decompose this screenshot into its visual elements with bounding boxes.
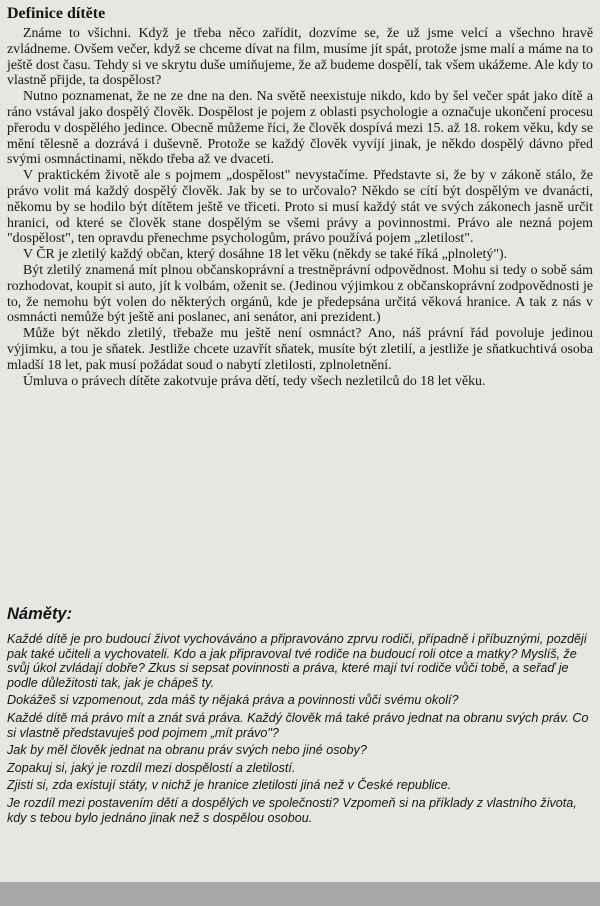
namety-item: Každé dítě je pro budoucí život vychováváno a připravováno zprvu rodiči, případně i příbuznými, později pak také učiteli a vychovateli. Kdo a jak připravoval tvé rodiče na budoucí roli otce a matky? Myslíš, že svůj úkol zvládají dobře? Zkus si sepsat povinnosti a práva, které mají tví rodiče vůči tobě, a seřaď je podle důležitosti tak, jak je chápeš ty.: [7, 632, 587, 690]
namety-section: [7, 604, 593, 828]
namety-title: Náměty:: [7, 605, 73, 623]
bottom-bar: [0, 882, 600, 906]
namety-item: Jak by měl člověk jednat na obranu práv svých nebo jiné osoby?: [7, 743, 367, 758]
namety-item: Je rozdíl mezi postavením dětí a dospělých ve společnosti? Vzpomeň si na příklady z vlastního života, kdy s tebou bylo jednáno jinak než s dospělou osobou.: [7, 795, 577, 825]
namety-item: Každé dítě má právo mít a znát svá práva. Každý člověk má také právo jednat na obranu svých práv. Co si vlastně představuješ pod pojmem „mít právo"?: [7, 710, 589, 740]
article-title: Definice dítěte: [7, 5, 106, 22]
article: [7, 4, 593, 389]
article-paragraph: Být zletilý znamená mít plnou občanskoprávní a trestněprávní odpovědnost. Mohu si tedy o sobě sám rozhodovat, koupit si auto, jít k volbám, oženit se. (Jedinou výjimkou z občanskoprávní zodpovědnosti je to, že nemohu být volen do některých orgánů, kde je předepsána určitá věková hranice. A tak z nás v osmnácti nemůže být ještě ani poslanec, ani senátor, ani prezident.): [7, 262, 593, 326]
namety-item: Dokážeš si vzpomenout, zda máš ty nějaká práva a povinnosti vůči svému okolí?: [7, 693, 459, 708]
article-paragraph: Nutno poznamenat, že ne ze dne na den. Na světě neexistuje nikdo, kdo by šel večer spát jako dítě a ráno vstával jako dospělý člověk. Dospělost je pojem z oblasti psychologie a označuje ukončení procesu přerodu v dospělého jedince. Obecně můžeme říci, že člověk dospívá mezi 15. až 18. rokem věku, kdy se mění tělesně a dozrává i duševně. Protože se každý člověk vyvíjí jinak, je někdo dospělý dávno před svými osmnáctinami, někdo třeba až ve dvaceti.: [7, 89, 593, 168]
article-paragraph: Úmluva o právech dítěte zakotvuje práva dětí, tedy všech nezletilců do 18 let věku.: [23, 373, 486, 389]
article-paragraph: V ČR je zletilý každý občan, který dosáhne 18 let věku (někdy se také říká „plnoletý").: [23, 247, 508, 263]
namety-item: Zopakuj si, jaký je rozdíl mezi dospělostí a zletilostí.: [7, 760, 296, 775]
article-paragraph: Může být někdo zletilý, třebaže mu ještě není osmnáct? Ano, náš právní řád povoluje jedinou výjimku, a tou je sňatek. Jestliže chcete uzavřít sňatek, musíte být zletilí, a jestliže je sňatkuchtivá osoba mladší 18 let, pak musí požádat soud o nabytí zletilosti, zplnoletnění.: [7, 326, 593, 373]
namety-item: Zjisti si, zda existují státy, v nichž je hranice zletilosti jiná než v České republice.: [7, 778, 452, 793]
article-paragraph: Známe to všichni. Když je třeba něco zařídit, dozvíme se, že už jsme velcí a všechno hravě zvládneme. Ovšem večer, když se chceme dívat na film, musíme jít spát, protože jsme malí a máme na to ještě dost času. Tehdy si ve skrytu duše umiňujeme, že až budeme dospělí, tak všem ukážeme. Ale kdy to vlastně přijde, ta dospělost?: [7, 26, 593, 89]
article-paragraph: V praktickém životě ale s pojmem „dospělost" nevystačíme. Představte si, že by v zákoně stálo, že právo volit má každý dospělý člověk. Jak by se to určovalo? Někdo se cítí být dospělým ve dvanácti, někomu by se hodilo být dítětem ještě ve třiceti. Proto si musí každý stát ve svých zákonech jasně určit hranici, od které se člověk stane dospělým se všemi právy a povinnostmi. Právo ale nezná pojem "dospělost", ten opravdu přenechme psychologům, právo používá pojem „zletilost".: [7, 168, 593, 247]
